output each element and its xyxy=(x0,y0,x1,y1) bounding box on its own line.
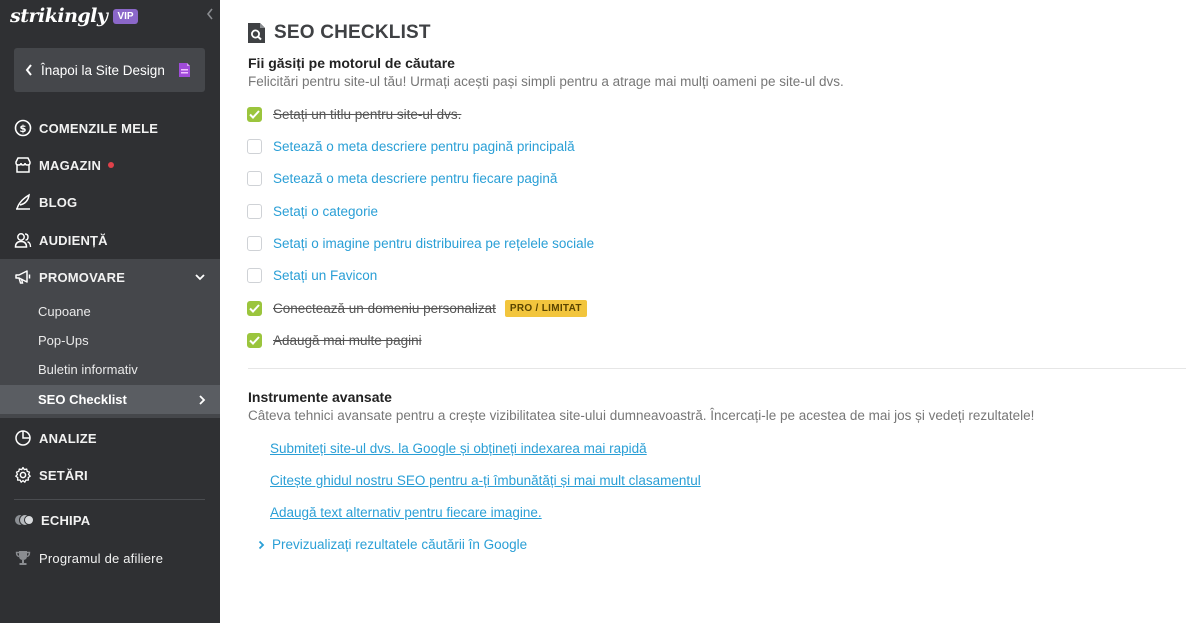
pro-limited-badge: PRO / LIMITAT xyxy=(505,300,587,317)
notification-dot xyxy=(108,162,114,168)
back-to-site-design-button[interactable] xyxy=(14,48,205,92)
checklist-item xyxy=(247,168,557,188)
checklist-item-link[interactable]: Setează o meta descriere pentru fiecare pagină xyxy=(273,170,558,186)
checklist-item xyxy=(247,233,594,253)
pie-chart-icon xyxy=(14,429,32,447)
collapse-sidebar-icon[interactable] xyxy=(205,7,215,21)
sidebar-item-label: SETĂRI xyxy=(39,467,88,483)
submenu-item-seo-checklist[interactable] xyxy=(0,385,220,414)
preview-google-results-label: Previzualizați rezultatele căutării în Google xyxy=(272,537,528,552)
submenu-item-newsletter[interactable]: Buletin informativ xyxy=(38,362,138,377)
sidebar-item-affiliate[interactable] xyxy=(0,540,220,576)
checkbox-unchecked[interactable] xyxy=(247,236,262,251)
trophy-icon xyxy=(14,549,32,567)
sidebar-divider xyxy=(14,499,205,500)
advanced-link-alt-text[interactable]: Adaugă text alternativ pentru fiecare imagine. xyxy=(270,505,542,520)
sidebar-item-blog[interactable] xyxy=(0,184,220,220)
sidebar-item-label: Programul de afiliere xyxy=(39,550,164,566)
design-doc-icon xyxy=(178,62,191,78)
checkbox-checked[interactable] xyxy=(247,107,262,122)
seo-search-doc-icon xyxy=(247,22,266,44)
team-avatars-icon xyxy=(14,513,34,527)
checklist-item xyxy=(247,136,575,156)
sidebar-item-store[interactable] xyxy=(0,147,220,183)
submenu-item-coupons[interactable]: Cupoane xyxy=(38,304,91,319)
submenu-item-label: SEO Checklist xyxy=(38,392,127,407)
chevron-right-icon xyxy=(258,540,265,550)
checklist-item-label: Setați un titlu pentru site-ul dvs. xyxy=(273,106,462,122)
dollar-coin-icon xyxy=(14,119,32,137)
section-heading-search: Fii găsiți pe motorul de căutare xyxy=(248,55,455,71)
checklist-item xyxy=(247,104,461,124)
sidebar-item-label: ANALIZE xyxy=(39,430,97,446)
sidebar-item-label: ECHIPA xyxy=(41,512,91,528)
main-content xyxy=(220,0,1200,623)
checklist-item-link[interactable]: Setează o meta descriere pentru pagină principală xyxy=(273,138,575,154)
vip-badge: VIP xyxy=(113,9,137,24)
checkbox-checked[interactable] xyxy=(247,333,262,348)
page-header xyxy=(247,22,431,44)
users-icon xyxy=(14,231,32,249)
checklist-item xyxy=(247,330,422,350)
submenu-item-popups[interactable]: Pop-Ups xyxy=(38,333,89,348)
sidebar-item-settings[interactable] xyxy=(0,457,220,493)
chevron-down-icon xyxy=(194,273,206,281)
megaphone-icon xyxy=(14,268,32,286)
sidebar-item-audience[interactable] xyxy=(0,222,220,258)
sidebar-item-label: MAGAZIN xyxy=(39,157,102,173)
sidebar xyxy=(0,0,220,623)
sidebar-item-analytics[interactable] xyxy=(0,420,220,456)
section-heading-advanced: Instrumente avansate xyxy=(248,389,392,405)
sidebar-item-label: COMENZILE MELE xyxy=(39,120,159,136)
back-button-label: Înapoi la Site Design xyxy=(41,62,165,78)
section-description-advanced: Câteva tehnici avansate pentru a crește vizibilitatea site-ului dumneavoastră. Încercați-le pe acestea de mai jos și vedeți rezultatele! xyxy=(248,408,1035,423)
checklist-item-link[interactable]: Setați o categorie xyxy=(273,203,379,219)
checklist-item-link[interactable]: Setați o imagine pentru distribuirea pe rețelele sociale xyxy=(273,235,595,251)
sidebar-item-promote[interactable] xyxy=(0,259,220,295)
chevron-right-icon xyxy=(198,394,206,406)
page-title: SEO CHECKLIST xyxy=(274,22,431,43)
checklist-item-label: Adaugă mai multe pagini xyxy=(273,332,422,348)
brand xyxy=(10,4,138,28)
checkbox-unchecked[interactable] xyxy=(247,268,262,283)
checkbox-unchecked[interactable] xyxy=(247,171,262,186)
sidebar-item-team[interactable] xyxy=(0,502,220,538)
sidebar-item-orders[interactable] xyxy=(0,110,220,146)
checklist-item-label: Conectează un domeniu personalizat xyxy=(273,300,496,316)
store-icon xyxy=(14,156,32,174)
checkbox-checked[interactable] xyxy=(247,301,262,316)
sidebar-item-label: PROMOVARE xyxy=(39,269,126,285)
checkbox-unchecked[interactable] xyxy=(247,139,262,154)
gear-icon xyxy=(14,466,32,484)
section-description-search: Felicitări pentru site-ul tău! Urmați acești pași simpli pentru a atrage mai mulți oameni pe site-ul dvs. xyxy=(248,74,844,89)
checkbox-unchecked[interactable] xyxy=(247,204,262,219)
quill-pen-icon xyxy=(14,193,32,211)
sidebar-item-label: BLOG xyxy=(39,194,78,210)
advanced-link-submit-google[interactable]: Submiteți site-ul dvs. la Google și obțineți indexarea mai rapidă xyxy=(270,441,647,456)
advanced-link-seo-guide[interactable]: Citește ghidul nostru SEO pentru a-ți îmbunătăți și mai mult clasamentul xyxy=(270,473,701,488)
checklist-item xyxy=(247,298,587,318)
checklist-item xyxy=(247,201,378,221)
preview-google-results-toggle[interactable] xyxy=(258,537,527,552)
strikingly-logo[interactable]: strikingly xyxy=(10,5,108,27)
checklist-item-link[interactable]: Setați un Favicon xyxy=(273,267,378,283)
sidebar-item-label: AUDIENȚĂ xyxy=(39,232,108,248)
chevron-left-icon xyxy=(24,63,34,77)
svg-text:$: $ xyxy=(19,124,27,135)
section-divider xyxy=(248,368,1186,369)
checklist-item xyxy=(247,265,377,285)
